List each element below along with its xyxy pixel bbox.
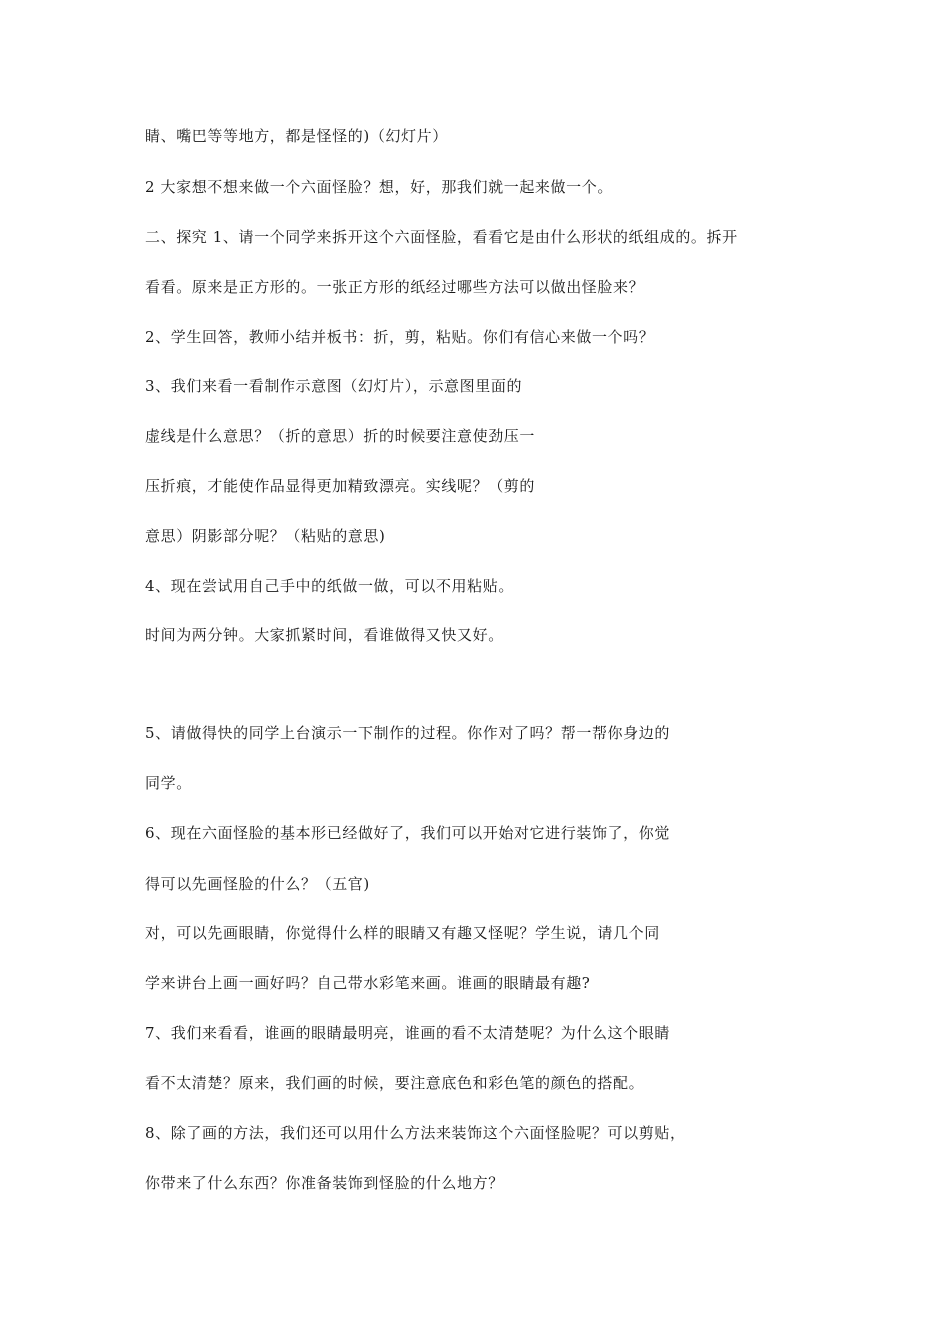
text-line: 8、除了画的方法，我们还可以用什么方法来装饰这个六面怪脸呢？可以剪贴， [145, 1124, 686, 1142]
text-line: 对，可以先画眼睛，你觉得什么样的眼睛又有趣又怪呢？学生说，请几个同 [145, 924, 660, 942]
text-line: 3、我们来看一看制作示意图（幻灯片），示意图里面的 [145, 377, 523, 395]
text-line: 同学。 [145, 774, 192, 792]
text-line: 时间为两分钟。大家抓紧时间，看谁做得又快又好。 [145, 626, 504, 644]
text-line: 5、请做得快的同学上台演示一下制作的过程。你作对了吗？帮一帮你身边的 [145, 724, 670, 742]
text-line: 睛、嘴巴等等地方，都是怪怪的)（幻灯片） [145, 127, 448, 145]
text-line: 4、现在尝试用自己手中的纸做一做，可以不用粘贴。 [145, 577, 514, 595]
text-line: 2、学生回答，教师小结并板书：折，剪，粘贴。你们有信心来做一个吗？ [145, 328, 655, 346]
text-line: 二、探究 1、请一个同学来拆开这个六面怪脸，看看它是由什么形状的纸组成的。拆开 [145, 228, 738, 246]
text-line: 7、我们来看看，谁画的眼睛最明亮，谁画的看不太清楚呢？为什么这个眼睛 [145, 1024, 670, 1042]
text-line: 学来讲台上画一画好吗？自己带水彩笔来画。谁画的眼睛最有趣? [145, 974, 591, 992]
text-line: 看不太清楚？原来，我们画的时候，要注意底色和彩色笔的颜色的搭配。 [145, 1074, 645, 1092]
text-line: 压折痕，才能使作品显得更加精致漂亮。实线呢？（剪的 [145, 477, 536, 495]
text-line: 意思）阴影部分呢？（粘贴的意思) [145, 527, 386, 545]
text-line: 看看。原来是正方形的。一张正方形的纸经过哪些方法可以做出怪脸来？ [145, 278, 645, 296]
text-line: 2 大家想不想来做一个六面怪脸？想，好，那我们就一起来做一个。 [145, 178, 613, 196]
text-line: 得可以先画怪脸的什么？（五官) [145, 875, 370, 893]
text-line: 6、现在六面怪脸的基本形已经做好了，我们可以开始对它进行装饰了，你觉 [145, 824, 670, 842]
text-line: 你带来了什么东西？你准备装饰到怪脸的什么地方？ [145, 1174, 504, 1192]
text-line: 虚线是什么意思？（折的意思）折的时候要注意使劲压一 [145, 427, 536, 445]
